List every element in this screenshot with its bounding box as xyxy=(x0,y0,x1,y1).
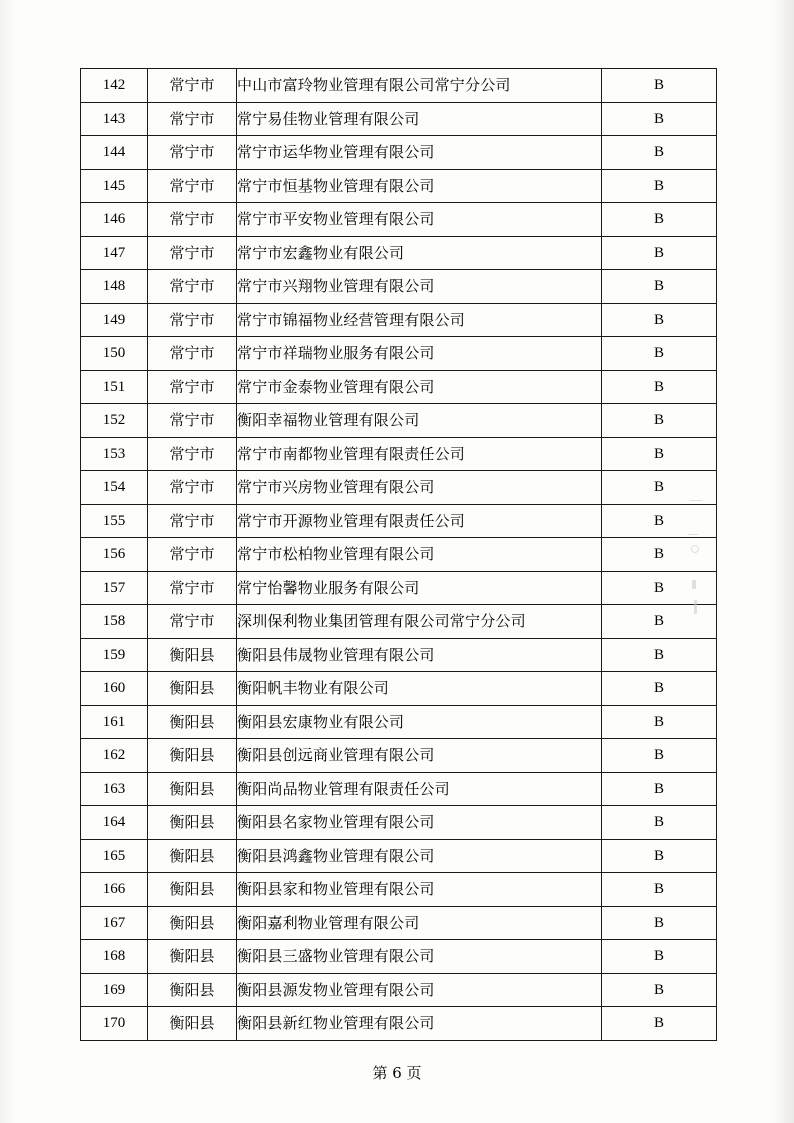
scan-edge-right xyxy=(772,0,794,1123)
cell-district: 衡阳县 xyxy=(148,873,237,907)
cell-grade: B xyxy=(602,873,717,907)
table-row xyxy=(81,839,717,873)
cell-grade: B xyxy=(602,806,717,840)
cell-district: 常宁市 xyxy=(148,471,237,505)
cell-index: 156 xyxy=(81,538,148,572)
cell-district: 常宁市 xyxy=(148,169,237,203)
cell-index: 162 xyxy=(81,739,148,773)
cell-district: 衡阳县 xyxy=(148,705,237,739)
cell-index: 151 xyxy=(81,370,148,404)
table-row xyxy=(81,638,717,672)
cell-grade: B xyxy=(602,538,717,572)
table-row xyxy=(81,605,717,639)
cell-index: 145 xyxy=(81,169,148,203)
cell-index: 150 xyxy=(81,337,148,371)
cell-company-name: 衡阳嘉利物业管理有限公司 xyxy=(237,906,602,940)
table-row xyxy=(81,136,717,170)
cell-grade: B xyxy=(602,169,717,203)
scan-artifact xyxy=(690,500,702,501)
cell-index: 160 xyxy=(81,672,148,706)
cell-company-name: 衡阳县鸿鑫物业管理有限公司 xyxy=(237,839,602,873)
cell-district: 常宁市 xyxy=(148,370,237,404)
cell-company-name: 常宁市南都物业管理有限责任公司 xyxy=(237,437,602,471)
table-row xyxy=(81,806,717,840)
cell-company-name: 常宁市兴翔物业管理有限公司 xyxy=(237,270,602,304)
cell-grade: B xyxy=(602,906,717,940)
cell-grade: B xyxy=(602,203,717,237)
cell-district: 衡阳县 xyxy=(148,772,237,806)
cell-grade: B xyxy=(602,739,717,773)
cell-company-name: 深圳保利物业集团管理有限公司常宁分公司 xyxy=(237,605,602,639)
cell-company-name: 常宁市祥瑞物业服务有限公司 xyxy=(237,337,602,371)
cell-district: 衡阳县 xyxy=(148,672,237,706)
table-row xyxy=(81,906,717,940)
company-grade-table-wrapper xyxy=(80,68,712,1041)
cell-company-name: 常宁市开源物业管理有限责任公司 xyxy=(237,504,602,538)
cell-grade: B xyxy=(602,136,717,170)
cell-grade: B xyxy=(602,1007,717,1041)
table-row xyxy=(81,370,717,404)
company-grade-table xyxy=(80,68,717,1041)
table-body xyxy=(81,69,717,1041)
cell-grade: B xyxy=(602,303,717,337)
cell-district: 衡阳县 xyxy=(148,906,237,940)
table-row xyxy=(81,102,717,136)
cell-district: 常宁市 xyxy=(148,102,237,136)
cell-grade: B xyxy=(602,973,717,1007)
cell-index: 164 xyxy=(81,806,148,840)
cell-district: 常宁市 xyxy=(148,337,237,371)
cell-index: 153 xyxy=(81,437,148,471)
cell-index: 146 xyxy=(81,203,148,237)
cell-index: 142 xyxy=(81,69,148,103)
table-row xyxy=(81,705,717,739)
cell-grade: B xyxy=(602,571,717,605)
cell-index: 143 xyxy=(81,102,148,136)
table-row xyxy=(81,303,717,337)
table-row xyxy=(81,69,717,103)
table-row xyxy=(81,236,717,270)
cell-index: 144 xyxy=(81,136,148,170)
page-footer xyxy=(0,1062,794,1083)
scan-artifact xyxy=(691,545,699,553)
cell-company-name: 衡阳县三盛物业管理有限公司 xyxy=(237,940,602,974)
cell-company-name: 衡阳幸福物业管理有限公司 xyxy=(237,404,602,438)
table-row xyxy=(81,873,717,907)
cell-company-name: 常宁市运华物业管理有限公司 xyxy=(237,136,602,170)
cell-district: 常宁市 xyxy=(148,303,237,337)
cell-index: 166 xyxy=(81,873,148,907)
cell-grade: B xyxy=(602,270,717,304)
scan-artifact xyxy=(692,580,696,589)
table-row xyxy=(81,672,717,706)
cell-index: 149 xyxy=(81,303,148,337)
cell-index: 167 xyxy=(81,906,148,940)
cell-district: 衡阳县 xyxy=(148,638,237,672)
cell-index: 158 xyxy=(81,605,148,639)
cell-company-name: 衡阳县家和物业管理有限公司 xyxy=(237,873,602,907)
cell-index: 170 xyxy=(81,1007,148,1041)
cell-company-name: 常宁市宏鑫物业有限公司 xyxy=(237,236,602,270)
cell-company-name: 衡阳县源发物业管理有限公司 xyxy=(237,973,602,1007)
cell-grade: B xyxy=(602,69,717,103)
table-row xyxy=(81,1007,717,1041)
cell-district: 衡阳县 xyxy=(148,806,237,840)
table-row xyxy=(81,404,717,438)
cell-company-name: 常宁市恒基物业管理有限公司 xyxy=(237,169,602,203)
cell-district: 衡阳县 xyxy=(148,973,237,1007)
cell-grade: B xyxy=(602,404,717,438)
cell-grade: B xyxy=(602,370,717,404)
cell-district: 常宁市 xyxy=(148,203,237,237)
cell-company-name: 常宁市平安物业管理有限公司 xyxy=(237,203,602,237)
cell-district: 常宁市 xyxy=(148,136,237,170)
cell-grade: B xyxy=(602,940,717,974)
cell-district: 常宁市 xyxy=(148,69,237,103)
cell-index: 159 xyxy=(81,638,148,672)
cell-grade: B xyxy=(602,638,717,672)
cell-district: 常宁市 xyxy=(148,437,237,471)
cell-index: 169 xyxy=(81,973,148,1007)
cell-company-name: 衡阳县名家物业管理有限公司 xyxy=(237,806,602,840)
cell-grade: B xyxy=(602,337,717,371)
table-row xyxy=(81,169,717,203)
cell-company-name: 衡阳县伟晟物业管理有限公司 xyxy=(237,638,602,672)
cell-grade: B xyxy=(602,705,717,739)
scan-artifact xyxy=(688,534,698,535)
cell-grade: B xyxy=(602,102,717,136)
cell-district: 常宁市 xyxy=(148,538,237,572)
cell-company-name: 衡阳县新红物业管理有限公司 xyxy=(237,1007,602,1041)
table-row xyxy=(81,504,717,538)
cell-company-name: 中山市富玲物业管理有限公司常宁分公司 xyxy=(237,69,602,103)
cell-district: 常宁市 xyxy=(148,571,237,605)
cell-company-name: 常宁怡馨物业服务有限公司 xyxy=(237,571,602,605)
table-row xyxy=(81,973,717,1007)
cell-grade: B xyxy=(602,437,717,471)
page-number-label: 第 6 页 xyxy=(372,1064,422,1082)
cell-grade: B xyxy=(602,839,717,873)
cell-index: 148 xyxy=(81,270,148,304)
cell-district: 衡阳县 xyxy=(148,1007,237,1041)
cell-grade: B xyxy=(602,504,717,538)
cell-index: 155 xyxy=(81,504,148,538)
cell-grade: B xyxy=(602,236,717,270)
cell-company-name: 常宁市锦福物业经营管理有限公司 xyxy=(237,303,602,337)
cell-grade: B xyxy=(602,772,717,806)
cell-index: 152 xyxy=(81,404,148,438)
table-row xyxy=(81,538,717,572)
cell-district: 衡阳县 xyxy=(148,839,237,873)
cell-index: 157 xyxy=(81,571,148,605)
cell-index: 165 xyxy=(81,839,148,873)
cell-company-name: 衡阳县创远商业管理有限公司 xyxy=(237,739,602,773)
cell-company-name: 衡阳帆丰物业有限公司 xyxy=(237,672,602,706)
cell-company-name: 常宁市金泰物业管理有限公司 xyxy=(237,370,602,404)
cell-district: 常宁市 xyxy=(148,404,237,438)
table-row xyxy=(81,270,717,304)
table-row xyxy=(81,739,717,773)
scan-edge-left xyxy=(0,0,16,1123)
table-row xyxy=(81,337,717,371)
table-row xyxy=(81,772,717,806)
cell-company-name: 衡阳县宏康物业有限公司 xyxy=(237,705,602,739)
cell-index: 163 xyxy=(81,772,148,806)
cell-index: 161 xyxy=(81,705,148,739)
cell-company-name: 衡阳尚品物业管理有限责任公司 xyxy=(237,772,602,806)
cell-grade: B xyxy=(602,471,717,505)
table-row xyxy=(81,471,717,505)
cell-index: 168 xyxy=(81,940,148,974)
cell-index: 147 xyxy=(81,236,148,270)
cell-company-name: 常宁易佳物业管理有限公司 xyxy=(237,102,602,136)
table-row xyxy=(81,571,717,605)
cell-company-name: 常宁市松柏物业管理有限公司 xyxy=(237,538,602,572)
cell-district: 常宁市 xyxy=(148,270,237,304)
cell-district: 常宁市 xyxy=(148,605,237,639)
table-row xyxy=(81,203,717,237)
cell-grade: B xyxy=(602,605,717,639)
cell-district: 常宁市 xyxy=(148,504,237,538)
table-row xyxy=(81,940,717,974)
cell-grade: B xyxy=(602,672,717,706)
scan-artifact xyxy=(694,600,697,614)
cell-district: 衡阳县 xyxy=(148,940,237,974)
cell-index: 154 xyxy=(81,471,148,505)
cell-company-name: 常宁市兴房物业管理有限公司 xyxy=(237,471,602,505)
cell-district: 衡阳县 xyxy=(148,739,237,773)
cell-district: 常宁市 xyxy=(148,236,237,270)
table-row xyxy=(81,437,717,471)
